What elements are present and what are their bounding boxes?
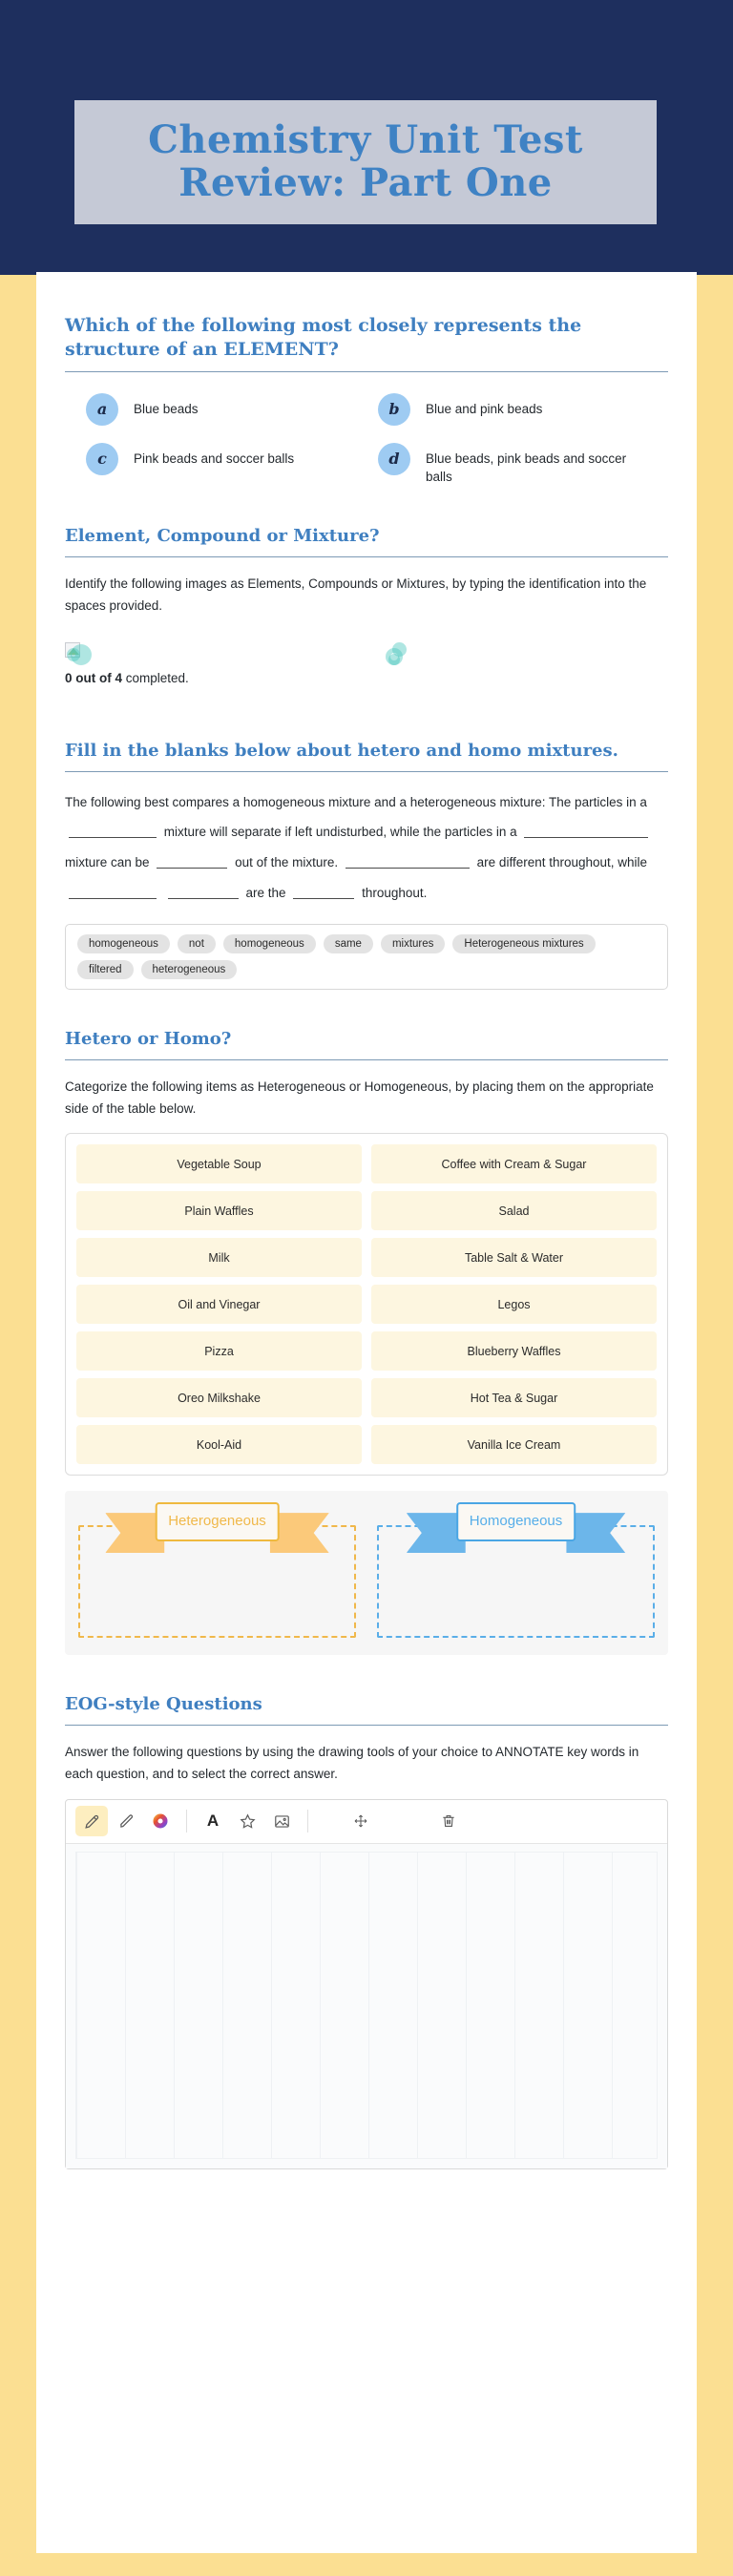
ecm-heading: Element, Compound or Mixture? [65, 526, 380, 547]
divider [65, 1059, 668, 1060]
image-tool-button[interactable] [265, 1806, 298, 1836]
hh-item[interactable]: Pizza [76, 1331, 362, 1371]
toolbar-separator [307, 1810, 308, 1833]
toolbar-separator [186, 1810, 187, 1833]
option-d[interactable] [378, 443, 647, 487]
fib-text-4: out of the mixture. [235, 855, 339, 870]
fib-paragraph [65, 787, 668, 909]
page-title-line2: Review: Part One [178, 160, 553, 205]
image-icon [273, 1812, 291, 1831]
teal-blob-ring [67, 648, 80, 661]
hh-instructions: Categorize the following items as Heterogeneous or Homogeneous, by placing them on the appropriate side of the table below. [65, 1079, 654, 1116]
fib-text-7: throughout. [362, 885, 428, 900]
fib-text-2: mixture will separate if left undisturbed, while the particles in a [163, 825, 517, 840]
option-letter-bubble: d [378, 443, 410, 475]
ecm-instructions: Identify the following images as Elements, Compounds or Mixtures, by typing the identification into the spaces provided. [65, 576, 647, 614]
pen-tool-button[interactable] [110, 1806, 142, 1836]
section-element-question [65, 314, 668, 487]
color-picker-button[interactable] [144, 1806, 177, 1836]
fib-blank-1[interactable] [69, 824, 157, 838]
hh-item[interactable]: Blueberry Waffles [371, 1331, 657, 1371]
hh-item[interactable]: Milk [76, 1238, 362, 1277]
word-chip[interactable]: homogeneous [77, 934, 170, 953]
word-bank [65, 924, 668, 990]
text-icon: A [206, 1812, 220, 1831]
fib-text-6: are the [245, 885, 286, 900]
fib-heading: Fill in the blanks below about hetero and homo mixtures. [65, 740, 618, 761]
fib-blank-4[interactable] [346, 854, 470, 869]
option-letter-bubble: a [86, 393, 118, 426]
question-1-heading: Which of the following most closely represents the structure of an ELEMENT? [65, 315, 582, 361]
hh-heading: Hetero or Homo? [65, 1028, 232, 1049]
annotation-canvas[interactable] [66, 1844, 667, 2168]
option-letter-bubble: c [86, 443, 118, 475]
hh-item[interactable]: Vanilla Ice Cream [371, 1425, 657, 1464]
fib-blank-7[interactable] [293, 885, 354, 899]
fib-blank-3[interactable] [157, 854, 227, 869]
title-banner [74, 100, 657, 224]
hh-item[interactable]: Coffee with Cream & Sugar [371, 1144, 657, 1183]
option-label: Blue beads, pink beads and soccer balls [426, 450, 627, 485]
divider [65, 1725, 668, 1726]
ecm-image-row [65, 642, 668, 702]
hero-band [0, 0, 733, 275]
hh-item-table [65, 1133, 668, 1476]
divider [65, 771, 668, 772]
sticker-tool-button[interactable] [231, 1806, 263, 1836]
fib-text-3: mixture can be [65, 855, 150, 870]
dropzone-ribbon [456, 1502, 576, 1541]
teal-blob [388, 654, 400, 665]
option-b[interactable] [378, 393, 647, 426]
color-wheel-icon [152, 1812, 169, 1830]
option-label: Blue beads [134, 401, 199, 416]
dropzone-ribbon [155, 1502, 280, 1541]
dropzone-area [65, 1491, 668, 1655]
page-title [148, 119, 583, 205]
multiple-choice-grid [65, 387, 668, 487]
section-fill-in-blanks [65, 740, 668, 990]
divider [65, 556, 668, 557]
word-chip[interactable]: same [324, 934, 373, 953]
hh-item[interactable]: Oil and Vinegar [76, 1285, 362, 1324]
option-c[interactable] [86, 443, 355, 487]
pen-icon [117, 1812, 136, 1831]
word-chip[interactable]: Heterogeneous mixtures [452, 934, 595, 953]
hh-item[interactable]: Salad [371, 1191, 657, 1230]
worksheet-sheet [36, 272, 697, 2553]
hh-item[interactable]: Kool-Aid [76, 1425, 362, 1464]
section-element-compound-mixture [65, 525, 668, 702]
delete-tool-button[interactable] [432, 1806, 465, 1836]
annotation-toolbar [66, 1800, 667, 1844]
option-a[interactable] [86, 393, 355, 426]
hh-item[interactable]: Oreo Milkshake [76, 1378, 362, 1417]
annotation-widget [65, 1799, 668, 2169]
section-eog-questions [65, 1693, 668, 2169]
divider [65, 371, 668, 372]
option-label: Blue and pink beads [426, 401, 543, 416]
eog-heading: EOG-style Questions [65, 1694, 262, 1715]
ecm-progress-suffix: completed. [122, 670, 189, 685]
fib-blank-2[interactable] [524, 824, 648, 838]
dropzone-label: Homogeneous [456, 1502, 576, 1541]
fib-text-5: are different throughout, while [476, 855, 648, 870]
dropzone-homogeneous[interactable] [377, 1508, 655, 1638]
move-tool-button[interactable] [345, 1806, 377, 1836]
word-chip[interactable]: heterogeneous [141, 960, 238, 979]
section-hetero-or-homo [65, 1028, 668, 1656]
hh-item[interactable]: Plain Waffles [76, 1191, 362, 1230]
eog-instructions: Answer the following questions by using the drawing tools of your choice to ANNOTATE key words in each question, and to select the correct answer. [65, 1745, 639, 1782]
hh-item[interactable]: Hot Tea & Sugar [371, 1378, 657, 1417]
fib-blank-6[interactable] [168, 885, 239, 899]
word-chip[interactable]: mixtures [381, 934, 445, 953]
pencil-tool-button[interactable] [75, 1806, 108, 1836]
option-letter-bubble: b [378, 393, 410, 426]
ecm-progress [65, 671, 189, 685]
hh-item[interactable]: Table Salt & Water [371, 1238, 657, 1277]
dropzone-label: Heterogeneous [155, 1502, 280, 1541]
hh-item[interactable]: Vegetable Soup [76, 1144, 362, 1183]
move-icon [352, 1812, 369, 1830]
canvas-grid [75, 1852, 658, 2159]
word-chip[interactable]: filtered [77, 960, 134, 979]
dropzone-heterogeneous[interactable] [78, 1508, 356, 1638]
pencil-icon [83, 1812, 101, 1831]
ecm-progress-count: 0 out of 4 [65, 670, 122, 685]
word-chip[interactable]: not [178, 934, 216, 953]
fib-text-1: The following best compares a homogeneous mixture and a heterogeneous mixture: The particles in a [65, 794, 647, 809]
option-label: Pink beads and soccer balls [134, 450, 295, 466]
page-title-line1: Chemistry Unit Test [148, 117, 583, 163]
hh-item[interactable]: Legos [371, 1285, 657, 1324]
text-tool-button[interactable] [197, 1806, 229, 1836]
word-chip[interactable]: homogeneous [223, 934, 316, 953]
fib-blank-5[interactable] [69, 885, 157, 899]
sticker-star-icon [239, 1812, 257, 1831]
trash-icon [440, 1812, 457, 1830]
